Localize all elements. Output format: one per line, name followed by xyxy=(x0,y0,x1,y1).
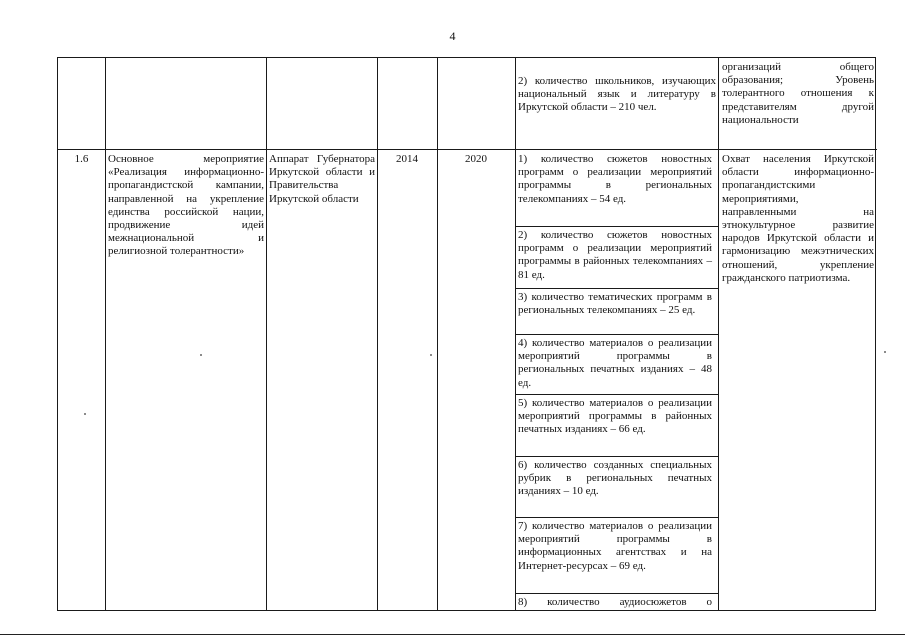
indicator-divider xyxy=(515,456,719,457)
scan-speck xyxy=(200,354,202,356)
indicator-item: 1) количество сюжетов новостных программ о реализации мероприятий программы в региональных телекомпаниях – 54 ед. xyxy=(518,153,712,205)
indicator-divider xyxy=(515,593,719,594)
indicator-item: 8) количество аудиосюжетов о xyxy=(518,596,712,608)
start-year: 2014 xyxy=(396,153,418,165)
end-year: 2020 xyxy=(465,153,487,165)
indicator-item: 7) количество материалов о реализации мероприятий программы в информационных агентствах и на Интернет-ресурсах – 69 ед. xyxy=(518,520,712,572)
page-number: 4 xyxy=(449,29,456,43)
scan-edge-line xyxy=(0,634,905,635)
program-table xyxy=(57,57,876,611)
column-divider xyxy=(266,58,267,610)
scan-speck xyxy=(84,413,86,415)
column-divider xyxy=(377,58,378,610)
indicator-item: 4) количество материалов о реализации мероприятий программы в региональных печатных изданиях – 48 ед. xyxy=(518,337,712,389)
indicator-item: 3) количество тематических программ в региональных телекомпаниях – 25 ед. xyxy=(518,291,712,317)
scan-speck xyxy=(430,354,432,356)
indicator-text: 2) количество школьников, изучающих национальный язык и литературу в Иркутской области – 210 чел. xyxy=(518,75,716,114)
row-number: 1.6 xyxy=(74,153,89,165)
indicator-divider xyxy=(515,226,719,227)
indicator-item: 5) количество материалов о реализации мероприятий программы в районных печатных изданиях – 66 ед. xyxy=(518,397,712,436)
executor: Аппарат Губернатора Иркутской области и Правительства Иркутской области xyxy=(269,153,375,205)
indicator-divider xyxy=(515,288,719,289)
activity-description: Основное мероприятие «Реализация информационно-пропагандистской кампании, направленной на укрепление единства российской нации, продвижение идей межнациональной и религиозной толерантности» xyxy=(108,153,264,258)
target-text: Охват населения Иркутской области информационно-пропагандистскими мероприятиями, направленными на этнокультурное развитие народов Иркутской области и гармонизацию межэтнических отношений, укрепление гражданского патриотизма. xyxy=(722,153,874,284)
column-divider xyxy=(105,58,106,610)
indicator-divider xyxy=(515,394,719,395)
column-divider xyxy=(437,58,438,610)
indicator-divider xyxy=(515,334,719,335)
indicator-item: 6) количество созданных специальных рубрик в региональных печатных изданиях – 10 ед. xyxy=(518,459,712,498)
row-divider xyxy=(58,149,877,150)
indicator-item: 2) количество сюжетов новостных программ о реализации мероприятий программы в районных телекомпаниях – 81 ед. xyxy=(518,229,712,281)
indicator-divider xyxy=(515,517,719,518)
target-text: организаций общего образования; Уровень толерантного отношения к представителям другой национальности xyxy=(722,61,874,126)
scan-speck xyxy=(884,351,886,353)
